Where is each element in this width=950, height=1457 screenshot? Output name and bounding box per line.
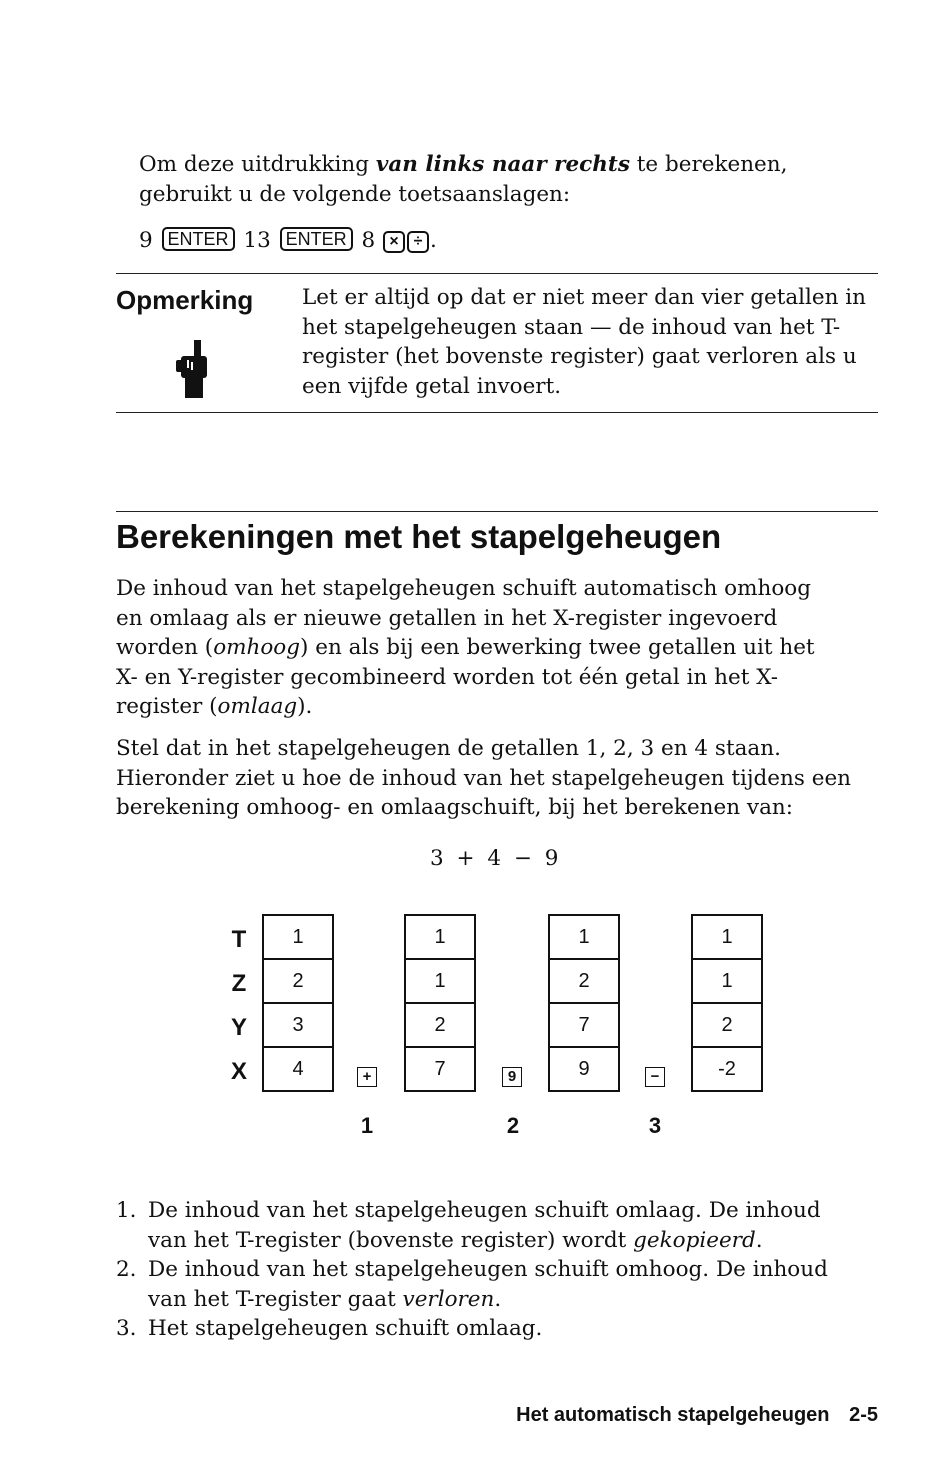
note-text: Let er altijd op dat er niet meer dan vier getallen in het stapelgeheugen staan — de inhoud van het T-register (het bovenste register) gaat verloren als u een vijfde getal invoert. xyxy=(302,285,867,399)
step-italic: verloren xyxy=(402,1286,495,1312)
p1-omhoog: omhoog xyxy=(213,635,301,660)
note-title: Opmerking xyxy=(116,285,254,315)
section-rule xyxy=(116,511,878,512)
step-text: Het stapelgeheugen schuift omlaag. xyxy=(148,1316,543,1341)
keystroke-number-1: 9 xyxy=(139,228,153,253)
register-label-x: X xyxy=(230,1058,247,1085)
step-italic: gekopieerd xyxy=(633,1227,756,1253)
stack-cell: -2 xyxy=(718,1057,736,1080)
stack-4 xyxy=(691,914,763,1092)
stack-cell: 2 xyxy=(264,960,332,1004)
plus-key: + xyxy=(357,1067,377,1087)
step-text: De inhoud van het stapelgeheugen schuift omhoog. De inhoud van het T-register gaat xyxy=(148,1257,828,1312)
register-label-t: T xyxy=(231,926,247,953)
expression: 3 + 4 − 9 xyxy=(430,846,559,871)
stack-cell: 1 xyxy=(406,960,474,1004)
enter-key-2: ENTER xyxy=(280,227,353,251)
enter-key-1: ENTER xyxy=(162,227,235,251)
stack-cell: 9 xyxy=(578,1057,590,1080)
keystroke-end: . xyxy=(429,228,437,253)
step-number: 2. xyxy=(116,1257,137,1282)
stack-cell: 3 xyxy=(264,1004,332,1048)
page-number: 2-5 xyxy=(849,1404,878,1426)
p1-a: De inhoud van het stapelgeheugen schuift automatisch omhoog en omlaag als er nieuwe getallen in het X-register ingevoerd worden ( xyxy=(116,576,812,660)
stack-cell: 2 xyxy=(550,960,618,1004)
stack-cell: 2 xyxy=(406,1004,474,1048)
steps-list xyxy=(116,1196,866,1344)
multiply-key: × xyxy=(383,231,405,253)
section-paragraph-1 xyxy=(116,574,841,722)
note-bottom-rule xyxy=(116,412,878,413)
note-top-rule xyxy=(116,273,878,274)
p1-e: ). xyxy=(297,694,313,719)
nine-key: 9 xyxy=(502,1067,522,1087)
stack-cell: 4 xyxy=(292,1057,304,1080)
divide-key: ÷ xyxy=(407,231,429,253)
diagram-step-1: 1 xyxy=(360,1113,374,1138)
stack-cell: 2 xyxy=(693,1004,761,1048)
keystroke-number-2: 13 xyxy=(243,228,271,253)
keystroke-number-3: 8 xyxy=(361,228,376,253)
intro-text-before: Om deze uitdrukking xyxy=(139,152,376,177)
stack-cell: 1 xyxy=(550,916,618,960)
stack-2 xyxy=(404,914,476,1092)
section-heading: Berekeningen met het stapelgeheugen xyxy=(116,518,722,555)
footer xyxy=(516,1404,878,1427)
stack-cell: 1 xyxy=(406,916,474,960)
list-item xyxy=(116,1196,866,1255)
stack-cell: 7 xyxy=(434,1057,446,1080)
keystroke-line xyxy=(139,226,739,256)
stack-1 xyxy=(262,914,334,1092)
footer-title: Het automatisch stapelgeheugen xyxy=(516,1404,830,1426)
intro-text-after: te berekenen, gebruikt u de volgende toetsaanslagen: xyxy=(139,152,788,207)
stack-cell: 1 xyxy=(693,960,761,1004)
intro-paragraph xyxy=(139,150,874,209)
list-item xyxy=(116,1255,866,1314)
stack-cell: 7 xyxy=(550,1004,618,1048)
diagram-step-2: 2 xyxy=(506,1113,520,1138)
register-label-y: Y xyxy=(230,1014,247,1041)
section-paragraph-2: Stel dat in het stapelgeheugen de getallen 1, 2, 3 en 4 staan. Hieronder ziet u hoe de inhoud van het stapelgeheugen tijdens een berekening omhoog- en omlaagschuift, bij het berekenen van: xyxy=(116,736,852,820)
p1-c: ) en als bij een bewerking twee getallen uit het X- en Y-register gecombineerd worden tot één getal in het X-register ( xyxy=(116,635,815,719)
stack-3 xyxy=(548,914,620,1092)
step-end: . xyxy=(755,1227,763,1253)
minus-key: − xyxy=(645,1067,665,1087)
register-label-z: Z xyxy=(231,970,247,997)
diagram-step-3: 3 xyxy=(648,1113,662,1138)
step-number: 3. xyxy=(116,1316,137,1341)
intro-italic: van links naar rechts xyxy=(375,152,630,177)
stack-cell: 1 xyxy=(693,916,761,960)
stack-cell: 1 xyxy=(264,916,332,960)
step-number: 1. xyxy=(116,1198,137,1223)
pointing-hand-icon xyxy=(172,338,212,402)
step-text: De inhoud van het stapelgeheugen schuift omlaag. De inhoud van het T-register (bovenste register) wordt xyxy=(148,1198,821,1253)
step-end: . xyxy=(494,1286,502,1312)
list-item xyxy=(116,1314,866,1344)
p1-omlaag: omlaag xyxy=(217,694,298,719)
